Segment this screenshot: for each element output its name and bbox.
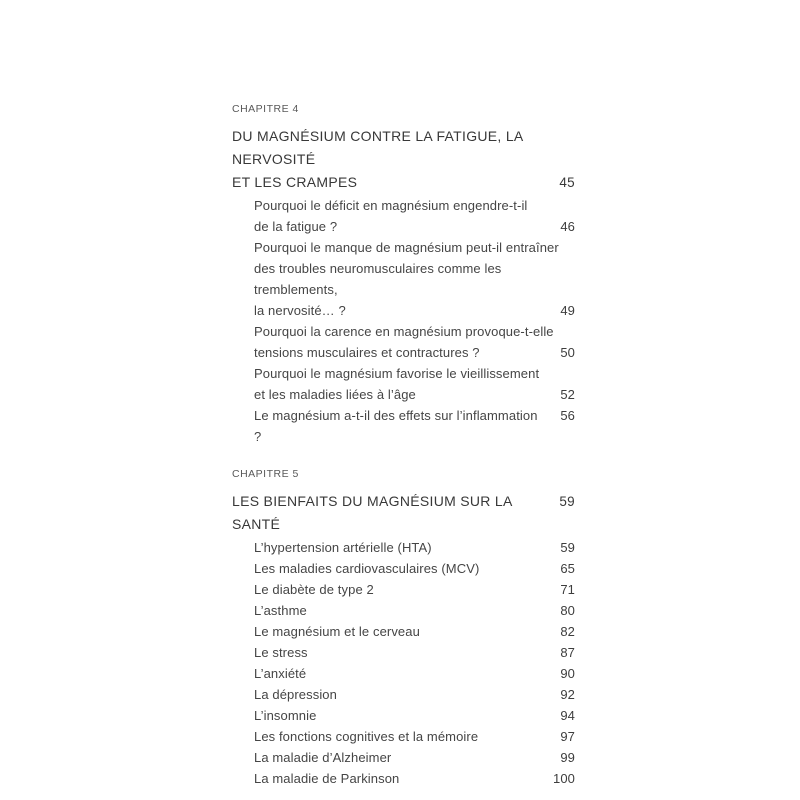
table-of-contents xyxy=(232,103,575,789)
toc-entry-line xyxy=(232,579,575,600)
entry-text: Pourquoi le manque de magnésium peut-il entraîner xyxy=(254,240,559,255)
chapter-5-section xyxy=(232,468,575,789)
entry-text: L’hypertension artérielle (HTA) xyxy=(254,540,432,555)
entry-text: Le stress xyxy=(254,645,308,660)
chapter-page-number: 45 xyxy=(559,175,575,190)
chapter-entries xyxy=(232,537,575,789)
entry-page-number: 82 xyxy=(560,624,575,639)
entry-text: tensions musculaires et contractures ? xyxy=(254,345,480,360)
entry-text: la nervosité… ? xyxy=(254,303,346,318)
toc-entry-line xyxy=(232,216,575,237)
entry-text: L’insomnie xyxy=(254,708,317,723)
entry-text: Pourquoi la carence en magnésium provoque-t-elle xyxy=(254,324,554,339)
toc-entry-line xyxy=(232,258,575,300)
toc-entry-line xyxy=(232,663,575,684)
toc-entry-line xyxy=(232,195,575,216)
entry-text: Les maladies cardiovasculaires (MCV) xyxy=(254,561,480,576)
entry-text: La dépression xyxy=(254,687,337,702)
chapter-page-number: 59 xyxy=(559,494,575,509)
entry-page-number: 92 xyxy=(560,687,575,702)
entry-page-number: 49 xyxy=(560,303,575,318)
toc-entry-line xyxy=(232,384,575,405)
entry-text: Les fonctions cognitives et la mémoire xyxy=(254,729,479,744)
entry-text: Le magnésium a-t-il des effets sur l’inflammation ? xyxy=(254,408,538,444)
entry-text: Pourquoi le magnésium favorise le vieillissement xyxy=(254,366,540,381)
chapter-entries xyxy=(232,195,575,447)
chapter-4-section xyxy=(232,103,575,447)
entry-page-number: 87 xyxy=(560,645,575,660)
toc-entry-line xyxy=(232,342,575,363)
toc-entry-line xyxy=(232,558,575,579)
chapter-title-line xyxy=(232,125,575,171)
toc-entry-line xyxy=(232,726,575,747)
entry-text: La maladie d’Alzheimer xyxy=(254,750,392,765)
toc-entry-line xyxy=(232,642,575,663)
toc-entry-line xyxy=(232,537,575,558)
toc-entry-line xyxy=(232,237,575,258)
entry-page-number: 65 xyxy=(560,561,575,576)
entry-page-number: 56 xyxy=(560,408,575,423)
chapter-title-text: DU MAGNÉSIUM CONTRE LA FATIGUE, LA NERVOSITÉ xyxy=(232,128,523,167)
entry-text: des troubles neuromusculaires comme les tremblements, xyxy=(254,261,502,297)
toc-entry-line xyxy=(232,768,575,789)
chapter-title-text: LES BIENFAITS DU MAGNÉSIUM SUR LA SANTÉ xyxy=(232,493,512,532)
entry-text: de la fatigue ? xyxy=(254,219,338,234)
entry-text: L’asthme xyxy=(254,603,307,618)
entry-page-number: 59 xyxy=(560,540,575,555)
entry-text: et les maladies liées à l’âge xyxy=(254,387,416,402)
entry-page-number: 46 xyxy=(560,219,575,234)
entry-page-number: 97 xyxy=(560,729,575,744)
toc-entry-line xyxy=(232,747,575,768)
entry-page-number: 52 xyxy=(560,387,575,402)
entry-page-number: 80 xyxy=(560,603,575,618)
toc-entry-line xyxy=(232,684,575,705)
entry-page-number: 99 xyxy=(560,750,575,765)
entry-text: L’anxiété xyxy=(254,666,307,681)
toc-entry-line xyxy=(232,363,575,384)
entry-text: La maladie de Parkinson xyxy=(254,771,400,786)
toc-entry-line xyxy=(232,621,575,642)
entry-text: Le magnésium et le cerveau xyxy=(254,624,420,639)
toc-entry-line xyxy=(232,600,575,621)
entry-text: Le diabète de type 2 xyxy=(254,582,374,597)
chapter-title-line xyxy=(232,171,575,194)
chapter-label: CHAPITRE 5 xyxy=(232,468,299,480)
entry-page-number: 90 xyxy=(560,666,575,681)
toc-entry-line xyxy=(232,705,575,726)
toc-entry-line xyxy=(232,321,575,342)
chapter-title-text: ET LES CRAMPES xyxy=(232,174,358,190)
toc-entry-line xyxy=(232,300,575,321)
entry-text: Pourquoi le déficit en magnésium engendre-t-il xyxy=(254,198,528,213)
chapter-title-line xyxy=(232,490,575,536)
chapter-label: CHAPITRE 4 xyxy=(232,103,299,115)
entry-page-number: 100 xyxy=(553,771,575,786)
toc-entry-line xyxy=(232,405,575,447)
entry-page-number: 71 xyxy=(560,582,575,597)
entry-page-number: 94 xyxy=(560,708,575,723)
entry-page-number: 50 xyxy=(560,345,575,360)
